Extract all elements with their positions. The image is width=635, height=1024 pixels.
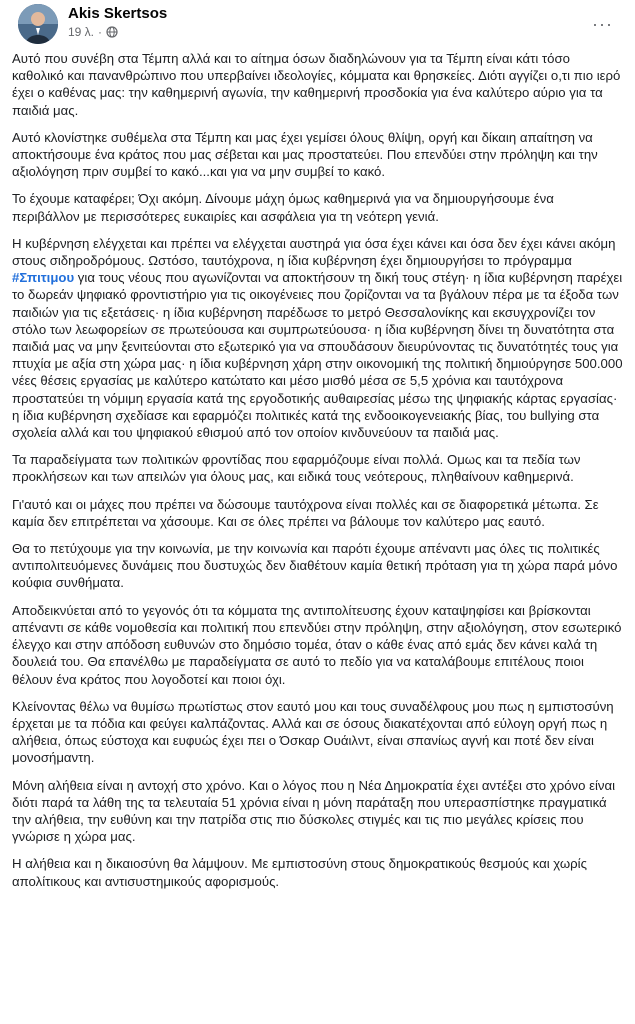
post-meta (68, 25, 118, 39)
paragraph-9: Κλείνοντας θέλω να θυμίσω πρωτίστως στον εαυτό μου και τους συναδέλφους μου πως η εμπιστοσύνη έρχεται με τα πόδια και φεύγει καλπάζοντας. Αλλά και σε όσους διακατέχονται από εύλογη οργή πως η αλήθεια, όπως εύστοχα και ευφυώς έχει πει ο Όσκαρ Ουάιλντ, είναι σπανίως αγνή και ποτέ δεν είναι μονοσήμαντη. (12, 698, 614, 766)
paragraph-1: Αυτό που συνέβη στα Τέμπη αλλά και το αίτημα όσων διαδηλώνουν για τα Τέμπη είναι κάτι τόσο καθολικό και πανανθρώπινο που υπερβαίνει ιδεολογίες, κόμματα και θρησκείες. Διότι αγγίζει ο,τι πιο ιερό έχει ο καθένας μας: την καθημερινή αγωνία, την καθημερινή προσδοκία για ένα καλύτερο αύριο για τα παιδιά μας. (12, 51, 621, 118)
paragraph-2: Αυτό κλονίστηκε συθέμελα στα Τέμπη και μας έχει γεμίσει όλους θλίψη, οργή και δίκαιη απαίτηση να αποκτήσουμε ένα κράτος που μας σέβεται και μας προστατεύει. Που επενδύει στην πρόληψη και την αξιολόγηση πριν συμβεί το κακό...και για να μην συμβεί το κακό. (12, 129, 598, 180)
hashtag-link[interactable]: #Σπιτιμου (12, 270, 75, 286)
avatar-image (18, 4, 58, 44)
paragraph-8: Αποδεικνύεται από το γεγονός ότι τα κόμματα της αντιπολίτευσης έχουν καταψηφίσει και βρίσκονται απέναντι σε κάθε νομοθεσία και πολιτική που επενδύει στην πρόληψη, στην αξιολόγηση, στον εσωτερικό έλεγχο και στην απόδοση ευθυνών στο δημόσιο τομέα, όταν ο κάθε ένας από εμάς δεν κάνει καλά τη δουλειά του. Θα επανέλθω με παραδείγματα σε αυτό το πεδίο για να καταλάβουμε επιτέλους ποιοι θέλουν ένα κράτος που λογοδοτεί και ποιοι όχι. (12, 602, 622, 687)
paragraph-5: Τα παραδείγματα των πολιτικών φροντίδας που εφαρμόζουμε είναι πολλά. Ομως και τα πεδία των προκλήσεων και των απειλών για όλους μας, και ειδικά τους νεότερους, πληθαίνουν καθημερινά. (12, 452, 581, 485)
avatar[interactable] (18, 4, 58, 44)
paragraph-4-text-before: Η κυβέρνηση ελέγχεται και πρέπει να ελέγχεται αυστηρά για όσα έχει κάνει και όσα δεν έχει κάνει ακόμη στους σιδηροδρόμους. Ωστόσο, ταυτόχρονα, η ίδια κυβέρνηση έχει δημιουργήσει το πρόγραμμα (12, 235, 616, 269)
paragraph-4-text-after: για τους νέους που αγωνίζονται να αποκτήσουν τη δική τους στέγη· η ίδια κυβέρνηση παρέχει το δωρεάν ψηφιακό φροντιστήριο για τις οικογένειες που ζορίζονται να τα βγάλουν πέρα με τα έξοδα των παιδιών για τις εξετάσεις· η ίδια κυβέρνηση παρέδωσε το μετρό Θεσσαλονίκης και εκσυγχρονίζει τον στόλο των λεωφορείων σε πρωτεύουσα και συμπρωτεύουσα· η ίδια κυβέρνηση δίνει τη δυνατότητα στα παιδιά μας να μην ξενιτεύονται στο εξωτερικό για να σπουδάσουν διευρύνοντας τις δυνατότητές τους για πτυχία με αξία στη χώρα μας· η ίδια κυβέρνηση χάρη στην οικονομική της πολιτική δημιούργησε 500.000 νέες θέσεις εργασίας με καλύτερο κατώτατο και μέσο μισθό μέσα σε 5,5 χρόνια και ταυτόχρονα προστατεύει τη νόμιμη εργασία κατά της εργοδοτικής αυθαιρεσίας μέσω της ψηφιακής κάρτας εργασίας· η ίδια κυβέρνηση σχεδίασε και εφαρμόζει πολιτικές κατά της ενδοοικογενειακής βίας, του bullying στα σχολεία αλλά και του ψηφιακού εθισμού από τον οποίον κινδυνεύουν τα παιδιά μας. (12, 270, 623, 441)
globe-icon (106, 26, 118, 38)
paragraph-6: Γι'αυτό και οι μάχες που πρέπει να δώσουμε ταυτόχρονα είναι πολλές και σε διαφορετικά μέτωπα. Σε καμία δεν επιτρέπεται να χάσουμε. Και σε όλες πρέπει να βάλουμε τον καλύτερο μας εαυτό. (12, 496, 599, 529)
post-time[interactable]: 19 λ. (68, 25, 95, 39)
post-header (12, 0, 623, 50)
more-options-icon[interactable]: ··· (592, 14, 613, 34)
paragraph-4 (12, 235, 623, 441)
author-name[interactable]: Akis Skertsos (68, 5, 168, 22)
paragraph-11: Η αλήθεια και η δικαιοσύνη θα λάμψουν. Με εμπιστοσύνη στους δημοκρατικούς θεσμούς και χωρίς απολίτικους και αντισυστημικούς αφορισμούς. (12, 856, 587, 889)
post-body (12, 50, 623, 890)
paragraph-3: Το έχουμε καταφέρει; Όχι ακόμη. Δίνουμε μάχη όμως καθημερινά για να δημιουργήσουμε ένα περιβάλλον με περισσότερες ευκαιρίες και ασφάλεια για τη νεότερη γενιά. (12, 191, 554, 224)
paragraph-10: Μόνη αλήθεια είναι η αντοχή στο χρόνο. Και ο λόγος που η Νέα Δημοκρατία έχει αντέξει στο χρόνο είναι διότι παρά τα λάθη της τα τελευταία 51 χρόνια είναι η μόνη παράταξη που υπερασπίστηκε πραγματικά την αλήθεια, την ευθύνη και την πατρίδα στις πιο δύσκολες στιγμές και τις πιο μεγάλες κρίσεις που γνώρισε η χώρα μας. (12, 777, 616, 845)
meta-separator: · (98, 25, 103, 39)
paragraph-7: Θα το πετύχουμε για την κοινωνία, με την κοινωνία και παρότι έχουμε απέναντι μας όλες τις πολιτικές αντιπολιτευόμενες δυνάμεις που δυστυχώς δεν διαθέτουν καμία θετική πρόταση για τη χώρα παρά μόνο κούφια συνθήματα. (12, 541, 618, 591)
